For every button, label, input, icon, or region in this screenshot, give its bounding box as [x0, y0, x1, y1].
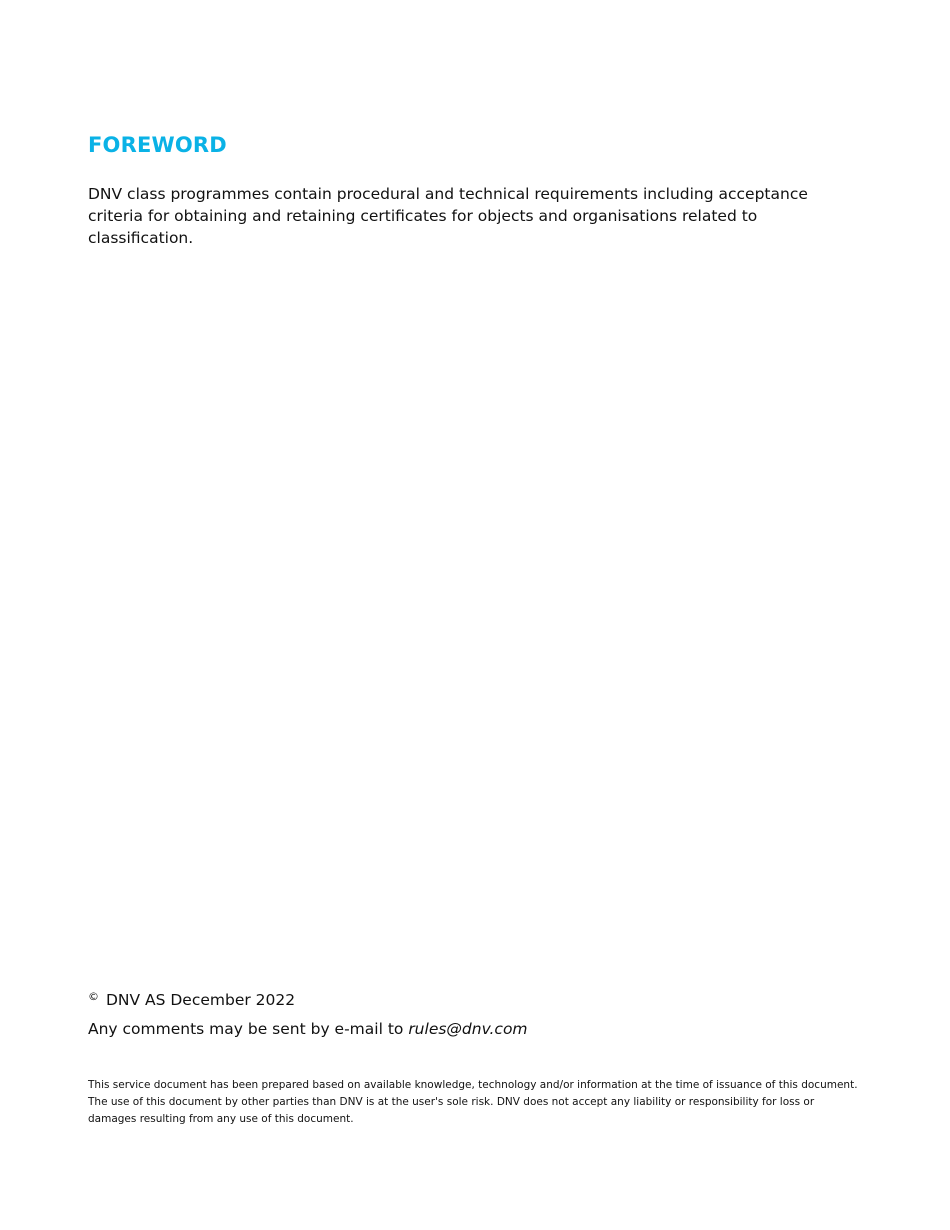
comments-email-link[interactable]: rules@dnv.com: [408, 1020, 528, 1038]
comments-line: [88, 1018, 528, 1040]
foreword-paragraph: DNV class programmes contain procedural and technical requirements including acceptance criteria for obtaining and retaining certificates for objects and organisations related to classification.: [88, 185, 808, 247]
comments-prefix: Any comments may be sent by e-mail to: [88, 1020, 404, 1038]
disclaimer-paragraph: This service document has been prepared based on available knowledge, technology and/or information at the time of issuance of this document. The use of this document by other parties than DNV is at the user's sole risk. DNV does not accept any liability or responsibility for loss or damages resulting from any use of this document.: [88, 1079, 858, 1125]
copyright-text: DNV AS December 2022: [105, 991, 296, 1009]
page-title: FOREWORD: [88, 133, 227, 157]
copyright-line: [88, 986, 295, 1011]
copyright-symbol: ©: [88, 990, 99, 1003]
